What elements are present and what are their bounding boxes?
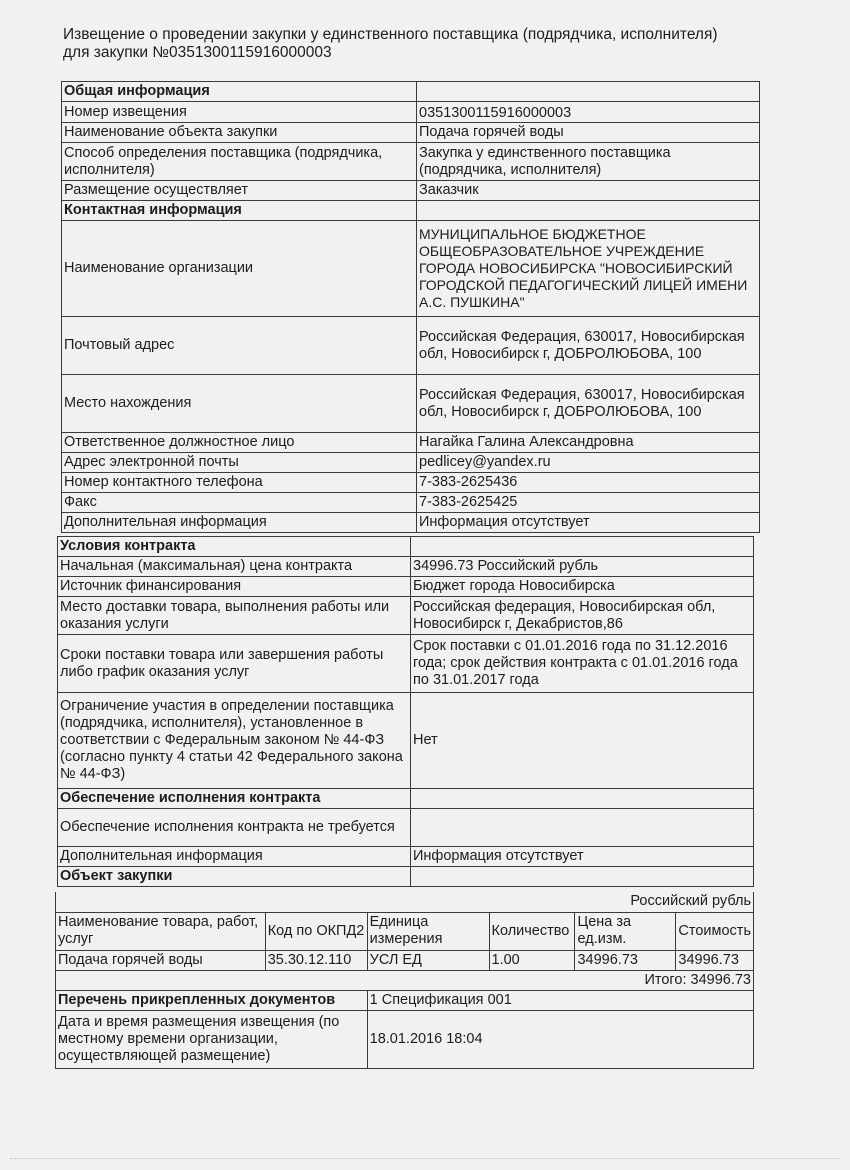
documents-label: Перечень прикрепленных документов <box>56 990 368 1010</box>
table-row <box>62 375 760 433</box>
table-row <box>58 693 754 789</box>
row-label: Обеспечение исполнения контракта не требуется <box>58 809 411 847</box>
table-row <box>62 513 760 533</box>
cell: Подача горячей воды <box>56 950 266 970</box>
table-row <box>56 990 754 1010</box>
table-row <box>58 597 754 635</box>
row-label: Источник финансирования <box>58 577 411 597</box>
row-label: Факс <box>62 493 417 513</box>
row-value: 0351300115916000003 <box>417 102 760 123</box>
contract-table <box>57 536 754 887</box>
row-value: Информация отсутствует <box>411 847 754 867</box>
cell: 1.00 <box>489 950 575 970</box>
page-edge-divider <box>10 1158 840 1159</box>
table-row <box>62 317 760 375</box>
row-value: Российская Федерация, 630017, Новосибирская обл, Новосибирск г, ДОБРОЛЮБОВА, 100 <box>417 317 760 375</box>
notice-title-line2: для закупки №0351300115916000003 <box>63 44 332 61</box>
table-row <box>58 635 754 693</box>
column-header: Единица измерения <box>367 912 489 950</box>
cell: 34996.73 <box>676 950 754 970</box>
row-label: Номер извещения <box>62 102 417 123</box>
notice-title-line1: Извещение о проведении закупки у единственного поставщика (подрядчика, исполнителя) <box>63 26 718 43</box>
date-label: Дата и время размещения извещения (по местному времени организации, осуществляющей размещение) <box>56 1010 368 1068</box>
section-security: Обеспечение исполнения контракта <box>58 789 411 809</box>
table-row <box>58 809 754 847</box>
section-row <box>58 789 754 809</box>
object-table <box>55 892 754 1069</box>
email-value: pedlicey@yandex.ru <box>417 453 760 473</box>
section-contract: Условия контракта <box>58 537 411 557</box>
general-contact-table <box>61 81 760 533</box>
column-header: Код по ОКПД2 <box>265 912 367 950</box>
table-row <box>62 493 760 513</box>
phone-value: 7-383-2625436 <box>417 473 760 493</box>
row-label: Ограничение участия в определении поставщика (подрядчика, исполнителя), установленное в соответствии с Федеральным законом № 44-ФЗ (согласно пункту 4 статьи 42 Федерального закона № 44-ФЗ) <box>58 693 411 789</box>
section-general: Общая информация <box>62 82 417 102</box>
row-label: Дополнительная информация <box>58 847 411 867</box>
table-header-row <box>56 912 754 950</box>
total-row <box>56 970 754 990</box>
table-row <box>62 221 760 317</box>
row-label: Место доставки товара, выполнения работы или оказания услуги <box>58 597 411 635</box>
table-row <box>62 433 760 453</box>
fax-value: 7-383-2625425 <box>417 493 760 513</box>
table-row <box>56 950 754 970</box>
price-value: 34996.73 Российский рубль <box>411 557 754 577</box>
row-value: Заказчик <box>417 181 760 201</box>
row-label: Наименование объекта закупки <box>62 123 417 143</box>
section-contact: Контактная информация <box>62 201 417 221</box>
section-row <box>58 867 754 887</box>
total-label: Итого: 34996.73 <box>56 970 754 990</box>
row-label: Размещение осуществляет <box>62 181 417 201</box>
row-value: Нет <box>411 693 754 789</box>
row-value: Бюджет города Новосибирска <box>411 577 754 597</box>
row-label: Адрес электронной почты <box>62 453 417 473</box>
table-row <box>58 847 754 867</box>
row-label: Почтовый адрес <box>62 317 417 375</box>
row-value: Информация отсутствует <box>417 513 760 533</box>
row-value: Подача горячей воды <box>417 123 760 143</box>
currency-row <box>56 892 754 912</box>
section-row <box>62 201 760 221</box>
row-value: Нагайка Галина Александровна <box>417 433 760 453</box>
row-label: Дополнительная информация <box>62 513 417 533</box>
row-label: Номер контактного телефона <box>62 473 417 493</box>
notice-title <box>63 26 783 62</box>
row-label: Ответственное должностное лицо <box>62 433 417 453</box>
column-header: Стоимость <box>676 912 754 950</box>
row-label: Место нахождения <box>62 375 417 433</box>
row-label: Наименование организации <box>62 221 417 317</box>
section-row <box>62 82 760 102</box>
documents-value: 1 Спецификация 001 <box>367 990 753 1010</box>
section-object: Объект закупки <box>58 867 411 887</box>
column-header: Наименование товара, работ, услуг <box>56 912 266 950</box>
table-row <box>62 473 760 493</box>
row-label: Начальная (максимальная) цена контракта <box>58 557 411 577</box>
table-row <box>62 143 760 181</box>
row-value: МУНИЦИПАЛЬНОЕ БЮДЖЕТНОЕ ОБЩЕОБРАЗОВАТЕЛЬНОЕ УЧРЕЖДЕНИЕ ГОРОДА НОВОСИБИРСКА "НОВОСИБИРСКИЙ ГОРОДСКОЙ ПЕДАГОГИЧЕСКИЙ ЛИЦЕЙ ИМЕНИ А.С. ПУШКИНА" <box>417 221 760 317</box>
table-row <box>62 453 760 473</box>
table-row <box>62 102 760 123</box>
cell: УСЛ ЕД <box>367 950 489 970</box>
row-label: Способ определения поставщика (подрядчика, исполнителя) <box>62 143 417 181</box>
row-value: Российская федерация, Новосибирская обл, Новосибирск г, Декабристов,86 <box>411 597 754 635</box>
row-label: Сроки поставки товара или завершения работы либо график оказания услуг <box>58 635 411 693</box>
table-row <box>62 181 760 201</box>
table-row <box>56 1010 754 1068</box>
row-value: Российская Федерация, 630017, Новосибирская обл, Новосибирск г, ДОБРОЛЮБОВА, 100 <box>417 375 760 433</box>
table-row <box>62 123 760 143</box>
row-value: Закупка у единственного поставщика (подрядчика, исполнителя) <box>417 143 760 181</box>
row-value <box>411 809 754 847</box>
column-header: Количество <box>489 912 575 950</box>
cell: 35.30.12.110 <box>265 950 367 970</box>
section-row <box>58 537 754 557</box>
table-row <box>58 577 754 597</box>
table-row <box>58 557 754 577</box>
date-value: 18.01.2016 18:04 <box>367 1010 753 1068</box>
row-value: Срок поставки с 01.01.2016 года по 31.12.2016 года; срок действия контракта с 01.01.2016 года по 31.01.2017 года <box>411 635 754 693</box>
cell: 34996.73 <box>575 950 676 970</box>
currency-label: Российский рубль <box>56 892 754 912</box>
column-header: Цена за ед.изм. <box>575 912 676 950</box>
